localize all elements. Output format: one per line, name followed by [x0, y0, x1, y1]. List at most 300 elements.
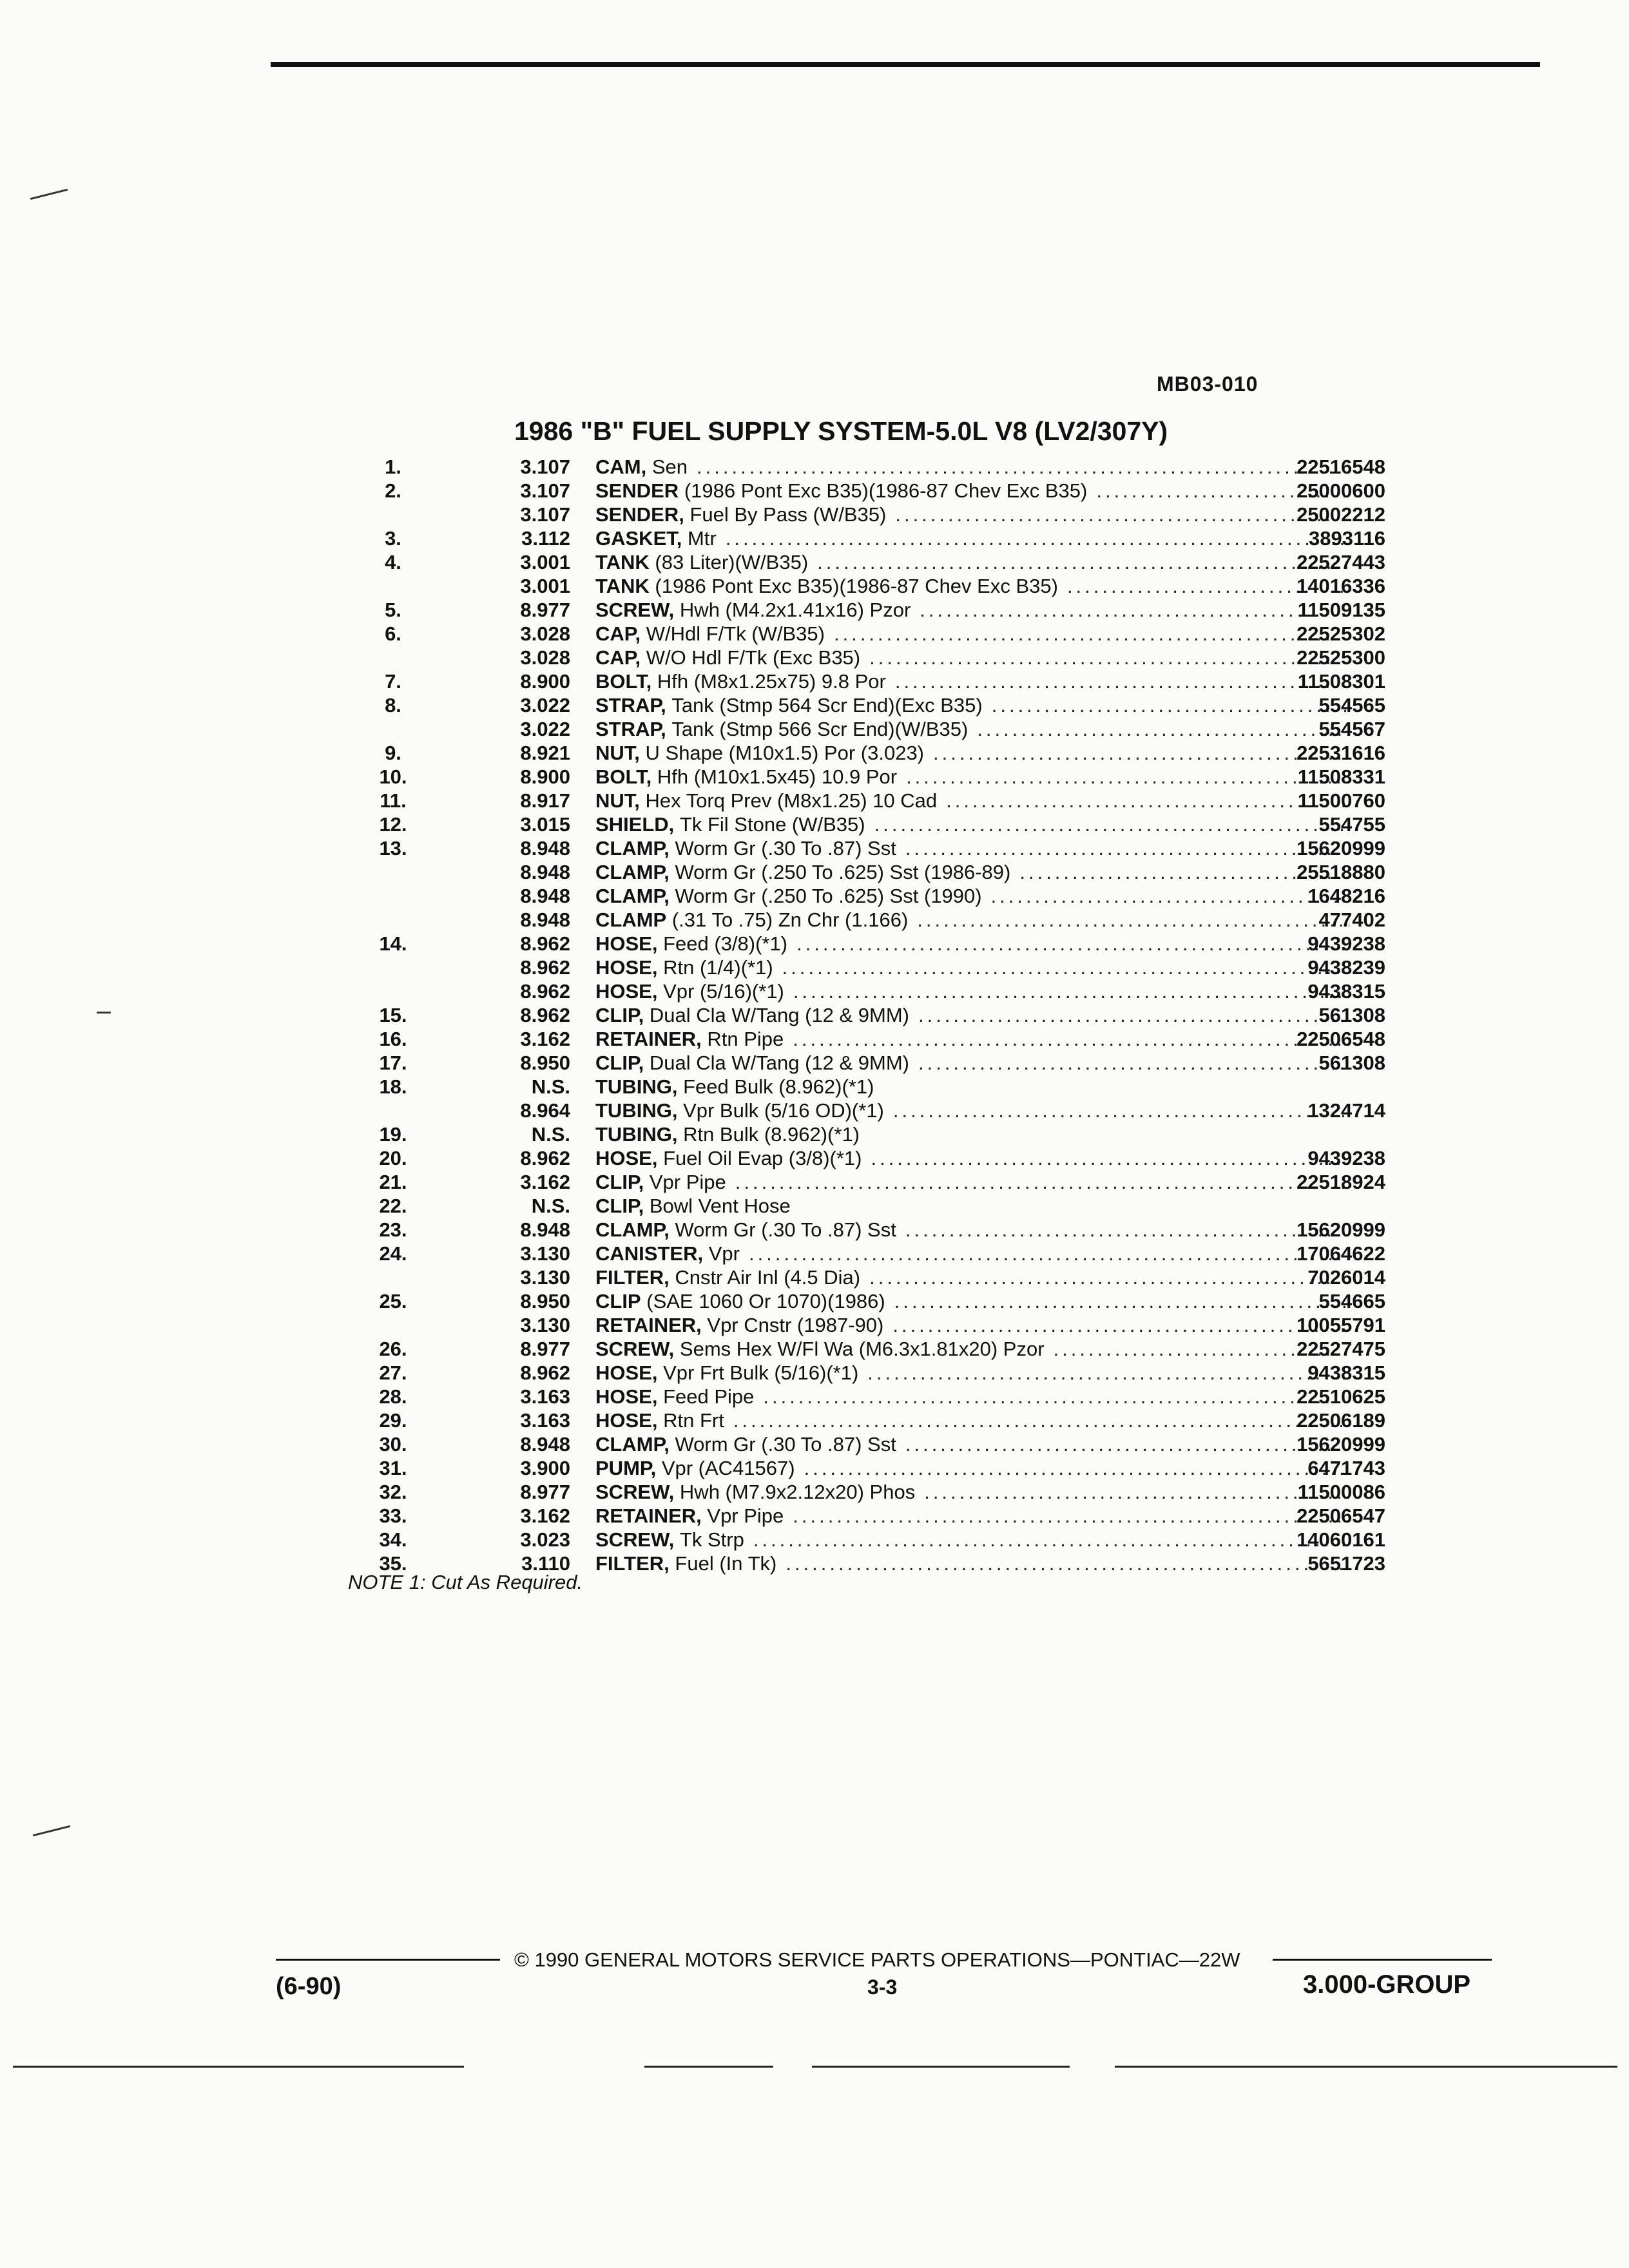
- part-description: [595, 1432, 1356, 1456]
- part-name: STRAP,: [595, 718, 666, 740]
- part-detail: Vpr: [708, 1242, 740, 1265]
- part-detail: Rtn Pipe: [707, 1028, 784, 1050]
- part-number: 554567: [1318, 718, 1385, 740]
- part-row: [361, 1385, 1385, 1408]
- part-row: [361, 1361, 1385, 1385]
- group-number: 3.130: [520, 1242, 570, 1265]
- part-number: 22516548: [1296, 456, 1385, 478]
- part-name: CLIP,: [595, 1052, 644, 1074]
- group-number: 8.964: [520, 1099, 570, 1122]
- part-row: [361, 884, 1385, 908]
- part-description: [595, 646, 1356, 669]
- part-description: [595, 455, 1356, 479]
- part-row: [361, 1027, 1385, 1051]
- part-description: [595, 526, 1356, 550]
- part-description: [595, 884, 1356, 908]
- part-name: TUBING,: [595, 1099, 678, 1122]
- part-number: 9438239: [1307, 956, 1385, 979]
- part-row: [361, 979, 1385, 1003]
- part-name: SCREW,: [595, 1338, 675, 1360]
- part-description: [595, 693, 1356, 717]
- part-detail: Sen: [651, 456, 688, 478]
- item-number: 7.: [385, 670, 401, 693]
- part-description: [595, 479, 1356, 503]
- group-number: 3.162: [520, 1028, 570, 1050]
- part-description: [595, 1170, 1356, 1194]
- part-name: CLAMP,: [595, 861, 670, 883]
- part-number: 22525300: [1296, 646, 1385, 669]
- item-number: 30.: [379, 1433, 407, 1456]
- part-description: [595, 1218, 1356, 1242]
- part-description: [595, 598, 1356, 622]
- part-row: [361, 503, 1385, 526]
- part-detail: (.31 To .75) Zn Chr (1.166): [671, 908, 909, 931]
- part-detail: Rtn (1/4)(*1): [663, 956, 773, 979]
- part-row: [361, 1528, 1385, 1552]
- part-detail: Rtn Bulk (8.962)(*1): [683, 1123, 860, 1146]
- group-number: 8.950: [520, 1052, 570, 1074]
- part-detail: Worm Gr (.250 To .625) Sst (1990): [675, 885, 982, 907]
- item-number: 15.: [379, 1004, 407, 1026]
- part-row: [361, 908, 1385, 932]
- part-row: [361, 765, 1385, 789]
- part-row: [361, 1242, 1385, 1265]
- part-number: 22506547: [1296, 1504, 1385, 1527]
- item-number: 25.: [379, 1290, 407, 1312]
- item-number: 14.: [379, 932, 407, 955]
- part-row: [361, 1194, 1385, 1218]
- part-description: [595, 836, 1356, 860]
- part-description: [595, 812, 1356, 836]
- part-number: 561308: [1318, 1052, 1385, 1074]
- item-number: 22.: [379, 1195, 407, 1217]
- group-number: N.S.: [531, 1075, 570, 1098]
- part-description: [595, 550, 1356, 574]
- part-detail: Sems Hex W/Fl Wa (M6.3x1.81x20) Pzor: [679, 1338, 1045, 1360]
- part-description: [595, 1528, 1356, 1552]
- part-name: CANISTER,: [595, 1242, 704, 1265]
- part-description: [595, 669, 1356, 693]
- part-description: [595, 1242, 1356, 1265]
- part-name: BOLT,: [595, 765, 652, 788]
- group-number: 8.900: [520, 765, 570, 788]
- part-detail: Fuel (In Tk): [675, 1552, 777, 1575]
- part-row: [361, 1146, 1385, 1170]
- part-name: CAP,: [595, 646, 641, 669]
- part-row: [361, 1432, 1385, 1456]
- group-number: 8.948: [520, 908, 570, 931]
- footer-copyright: © 1990 GENERAL MOTORS SERVICE PARTS OPERATIONS—PONTIAC—22W: [514, 1948, 1240, 1971]
- footnote: NOTE 1: Cut As Required.: [348, 1571, 583, 1593]
- part-number: 15620999: [1296, 1218, 1385, 1241]
- top-rule: [271, 62, 1540, 67]
- part-detail: Fuel By Pass (W/B35): [689, 503, 887, 526]
- part-row: [361, 1099, 1385, 1122]
- group-number: 3.022: [520, 718, 570, 740]
- part-name: NUT,: [595, 789, 640, 812]
- page-title: 1986 "B" FUEL SUPPLY SYSTEM-5.0L V8 (LV2/307Y): [514, 416, 1168, 446]
- item-number: 35.: [379, 1552, 407, 1575]
- part-number: 9439238: [1307, 1147, 1385, 1169]
- part-number: 11500086: [1297, 1481, 1385, 1503]
- part-name: HOSE,: [595, 1147, 658, 1169]
- part-row: [361, 860, 1385, 884]
- footer-group: 3.000-GROUP: [1303, 1970, 1471, 1999]
- group-number: 3.107: [520, 456, 570, 478]
- group-number: 3.900: [520, 1457, 570, 1479]
- part-row: [361, 1337, 1385, 1361]
- part-number: 11508331: [1297, 765, 1385, 788]
- part-detail: Feed Bulk (8.962)(*1): [683, 1075, 874, 1098]
- part-detail: Vpr Frt Bulk (5/16)(*1): [663, 1361, 859, 1384]
- part-description: [595, 1337, 1356, 1361]
- group-number: 3.107: [520, 479, 570, 502]
- item-number: 10.: [379, 765, 407, 788]
- part-number: 11500760: [1297, 789, 1385, 812]
- part-name: RETAINER,: [595, 1504, 702, 1527]
- part-detail: Vpr Pipe: [707, 1504, 784, 1527]
- part-name: SCREW,: [595, 1481, 675, 1503]
- group-number: 3.015: [520, 813, 570, 836]
- part-number: 15620999: [1296, 1433, 1385, 1456]
- group-number: 8.900: [520, 670, 570, 693]
- item-number: 2.: [385, 479, 401, 502]
- part-detail: Feed (3/8)(*1): [663, 932, 788, 955]
- part-description: [595, 1361, 1356, 1385]
- group-number: 3.162: [520, 1504, 570, 1527]
- group-number: 8.962: [520, 1361, 570, 1384]
- part-number: 7026014: [1307, 1266, 1385, 1289]
- part-description: [595, 1099, 1356, 1122]
- item-number: 4.: [385, 551, 401, 573]
- part-description: [595, 503, 1356, 526]
- parts-list: [361, 455, 1385, 1575]
- part-name: CLAMP,: [595, 1433, 670, 1456]
- part-number: 11509135: [1297, 599, 1385, 621]
- part-detail: (1986 Pont Exc B35)(1986-87 Chev Exc B35): [655, 575, 1058, 597]
- part-number: 25518880: [1296, 861, 1385, 883]
- part-name: GASKET,: [595, 527, 682, 550]
- group-number: 3.163: [520, 1385, 570, 1408]
- item-number: 18.: [379, 1075, 407, 1098]
- part-number: 1648216: [1307, 885, 1385, 907]
- group-number: 8.977: [520, 1481, 570, 1503]
- part-number: 17064622: [1296, 1242, 1385, 1265]
- item-number: 13.: [379, 837, 407, 860]
- part-description: [595, 1003, 1356, 1027]
- part-number: 6471743: [1307, 1457, 1385, 1479]
- part-description: [595, 1313, 1356, 1337]
- item-number: 33.: [379, 1504, 407, 1527]
- part-row: [361, 1122, 1385, 1146]
- scan-mark-2: [33, 1825, 71, 1836]
- part-name: CLAMP,: [595, 837, 670, 860]
- group-number: 8.950: [520, 1290, 570, 1312]
- bottom-rule-1: [13, 2066, 464, 2068]
- part-row: [361, 717, 1385, 741]
- scan-mark-1: [30, 189, 68, 200]
- document-code: MB03-010: [1157, 372, 1258, 396]
- group-number: 8.962: [520, 932, 570, 955]
- item-number: 8.: [385, 694, 401, 716]
- part-number: 22527475: [1296, 1338, 1385, 1360]
- part-name: CLAMP,: [595, 1218, 670, 1241]
- part-row: [361, 836, 1385, 860]
- part-detail: Vpr Cnstr (1987-90): [707, 1314, 884, 1336]
- item-number: 11.: [380, 789, 407, 812]
- item-number: 21.: [379, 1171, 407, 1193]
- part-name: SHIELD,: [595, 813, 675, 836]
- part-row: [361, 455, 1385, 479]
- part-name: TANK: [595, 575, 650, 597]
- group-number: 3.163: [520, 1409, 570, 1432]
- part-name: HOSE,: [595, 1409, 658, 1432]
- item-number: 32.: [379, 1481, 407, 1503]
- part-number: 25002212: [1296, 503, 1385, 526]
- group-number: 8.962: [520, 1147, 570, 1169]
- part-description: [595, 1385, 1356, 1408]
- part-number: 561308: [1318, 1004, 1385, 1026]
- part-row: [361, 1504, 1385, 1528]
- part-name: CLAMP,: [595, 885, 670, 907]
- item-number: 24.: [379, 1242, 407, 1265]
- group-number: 3.028: [520, 622, 570, 645]
- part-name: SENDER: [595, 479, 679, 502]
- group-number: 8.977: [520, 1338, 570, 1360]
- part-row: [361, 526, 1385, 550]
- part-description: [595, 1504, 1356, 1528]
- part-detail: Worm Gr (.30 To .87) Sst: [675, 1433, 896, 1456]
- part-description: [595, 1408, 1356, 1432]
- group-number: 3.112: [521, 527, 570, 550]
- group-number: 8.917: [520, 789, 570, 812]
- part-detail: Dual Cla W/Tang (12 & 9MM): [649, 1052, 909, 1074]
- part-description: [595, 1075, 1356, 1099]
- part-name: FILTER,: [595, 1266, 670, 1289]
- group-number: 3.107: [520, 503, 570, 526]
- group-number: 3.110: [521, 1552, 570, 1575]
- part-description: [595, 1552, 1356, 1575]
- part-number: 25000600: [1296, 479, 1385, 502]
- group-number: 3.130: [520, 1314, 570, 1336]
- part-name: RETAINER,: [595, 1314, 702, 1336]
- part-number: 477402: [1318, 908, 1385, 931]
- part-row: [361, 1051, 1385, 1075]
- part-description: [595, 956, 1356, 979]
- item-number: 16.: [379, 1028, 407, 1050]
- part-name: HOSE,: [595, 1361, 658, 1384]
- part-row: [361, 693, 1385, 717]
- part-name: SCREW,: [595, 599, 675, 621]
- part-row: [361, 669, 1385, 693]
- part-detail: Tk Fil Stone (W/B35): [679, 813, 865, 836]
- item-number: 6.: [385, 622, 401, 645]
- part-detail: Feed Pipe: [663, 1385, 755, 1408]
- part-name: CAP,: [595, 622, 641, 645]
- part-description: [595, 860, 1356, 884]
- part-row: [361, 1075, 1385, 1099]
- part-detail: Hex Torq Prev (M8x1.25) 10 Cad: [645, 789, 938, 812]
- part-detail: Mtr: [687, 527, 717, 550]
- part-description: [595, 717, 1356, 741]
- part-number: 9438315: [1307, 980, 1385, 1003]
- part-row: [361, 1003, 1385, 1027]
- part-detail: Vpr (AC41567): [661, 1457, 795, 1479]
- item-number: 9.: [385, 742, 401, 764]
- part-number: 22510625: [1296, 1385, 1385, 1408]
- group-number: 3.023: [520, 1528, 570, 1551]
- part-description: [595, 932, 1356, 956]
- item-number: 27.: [379, 1361, 407, 1384]
- item-number: 20.: [379, 1147, 407, 1169]
- part-row: [361, 550, 1385, 574]
- part-detail: Vpr (5/16)(*1): [663, 980, 784, 1003]
- part-description: [595, 741, 1356, 765]
- part-row: [361, 932, 1385, 956]
- group-number: 8.962: [520, 1004, 570, 1026]
- part-number: 22525302: [1296, 622, 1385, 645]
- part-name: CAM,: [595, 456, 647, 478]
- part-row: [361, 1218, 1385, 1242]
- part-number: 22506189: [1296, 1409, 1385, 1432]
- part-number: 554665: [1318, 1290, 1385, 1312]
- part-detail: Tank (Stmp 566 Scr End)(W/B35): [671, 718, 969, 740]
- part-detail: Hfh (M8x1.25x75) 9.8 Por: [657, 670, 886, 693]
- part-number: 5651723: [1307, 1552, 1385, 1575]
- item-number: 17.: [379, 1052, 407, 1074]
- part-number: 14060161: [1296, 1528, 1385, 1551]
- part-detail: Worm Gr (.30 To .87) Sst: [675, 1218, 896, 1241]
- part-row: [361, 741, 1385, 765]
- group-number: 3.022: [520, 694, 570, 716]
- part-detail: Tk Strp: [679, 1528, 744, 1551]
- group-number: 3.130: [520, 1266, 570, 1289]
- bottom-rule-2: [644, 2066, 773, 2068]
- part-row: [361, 812, 1385, 836]
- part-name: HOSE,: [595, 932, 658, 955]
- part-name: HOSE,: [595, 956, 658, 979]
- part-detail: Hfh (M10x1.5x45) 10.9 Por: [657, 765, 898, 788]
- item-number: 31.: [379, 1457, 407, 1479]
- part-number: 22527443: [1296, 551, 1385, 573]
- part-detail: W/O Hdl F/Tk (Exc B35): [646, 646, 861, 669]
- group-number: 8.977: [520, 599, 570, 621]
- group-number: 8.948: [520, 1218, 570, 1241]
- part-name: TUBING,: [595, 1123, 678, 1146]
- part-row: [361, 1289, 1385, 1313]
- item-number: 28.: [379, 1385, 407, 1408]
- footer-rule-right: [1273, 1959, 1492, 1961]
- part-detail: W/Hdl F/Tk (W/B35): [646, 622, 825, 645]
- part-number: 14016336: [1296, 575, 1385, 597]
- part-name: SCREW,: [595, 1528, 675, 1551]
- part-row: [361, 1170, 1385, 1194]
- part-description: [595, 574, 1356, 598]
- group-number: N.S.: [531, 1123, 570, 1146]
- part-row: [361, 1408, 1385, 1432]
- part-number: 3893116: [1309, 527, 1385, 550]
- part-description: [595, 1051, 1356, 1075]
- part-row: [361, 789, 1385, 812]
- scan-mark-3: [97, 1012, 111, 1014]
- group-number: 8.962: [520, 956, 570, 979]
- item-number: 12.: [379, 813, 407, 836]
- part-number: 9439238: [1307, 932, 1385, 955]
- part-name: CLIP,: [595, 1195, 644, 1217]
- part-name: BOLT,: [595, 670, 652, 693]
- part-detail: Worm Gr (.30 To .87) Sst: [675, 837, 896, 860]
- part-row: [361, 1480, 1385, 1504]
- item-number: 19.: [379, 1123, 407, 1146]
- item-number: 1.: [385, 456, 401, 478]
- part-number: 554565: [1318, 694, 1385, 716]
- part-number: 554755: [1318, 813, 1385, 836]
- part-name: SENDER,: [595, 503, 684, 526]
- part-description: [595, 1289, 1356, 1313]
- part-description: [595, 1265, 1356, 1289]
- part-description: [595, 979, 1356, 1003]
- part-description: [595, 1146, 1356, 1170]
- part-name: CLAMP: [595, 908, 667, 931]
- part-name: FILTER,: [595, 1552, 670, 1575]
- part-description: [595, 1194, 1356, 1218]
- part-detail: (SAE 1060 Or 1070)(1986): [646, 1290, 885, 1312]
- group-number: 3.001: [520, 575, 570, 597]
- part-row: [361, 1265, 1385, 1289]
- part-name: STRAP,: [595, 694, 666, 716]
- part-detail: Bowl Vent Hose: [649, 1195, 791, 1217]
- part-row: [361, 956, 1385, 979]
- part-detail: Hwh (M7.9x2.12x20) Phos: [679, 1481, 916, 1503]
- part-row: [361, 622, 1385, 646]
- footer-date: (6-90): [276, 1973, 342, 2000]
- part-detail: Hwh (M4.2x1.41x16) Pzor: [679, 599, 911, 621]
- part-detail: Dual Cla W/Tang (12 & 9MM): [649, 1004, 909, 1026]
- part-detail: Rtn Frt: [663, 1409, 724, 1432]
- part-name: HOSE,: [595, 1385, 658, 1408]
- part-name: PUMP,: [595, 1457, 657, 1479]
- item-number: 29.: [379, 1409, 407, 1432]
- part-number: 10055791: [1296, 1314, 1385, 1336]
- part-row: [361, 1456, 1385, 1480]
- part-detail: Fuel Oil Evap (3/8)(*1): [663, 1147, 862, 1169]
- item-number: 23.: [379, 1218, 407, 1241]
- group-number: 3.162: [520, 1171, 570, 1193]
- part-description: [595, 1027, 1356, 1051]
- part-number: 9438315: [1307, 1361, 1385, 1384]
- part-description: [595, 1122, 1356, 1146]
- group-number: 8.948: [520, 861, 570, 883]
- part-name: CLIP,: [595, 1171, 644, 1193]
- part-description: [595, 1480, 1356, 1504]
- part-name: NUT,: [595, 742, 640, 764]
- item-number: 3.: [385, 527, 401, 550]
- part-detail: Cnstr Air Inl (4.5 Dia): [675, 1266, 861, 1289]
- part-number: 15620999: [1296, 837, 1385, 860]
- item-number: 26.: [379, 1338, 407, 1360]
- group-number: 8.962: [520, 980, 570, 1003]
- bottom-rule-4: [1115, 2066, 1617, 2068]
- bottom-rule-3: [812, 2066, 1070, 2068]
- part-name: HOSE,: [595, 980, 658, 1003]
- part-name: TUBING,: [595, 1075, 678, 1098]
- part-description: [595, 765, 1356, 789]
- part-row: [361, 598, 1385, 622]
- part-name: RETAINER,: [595, 1028, 702, 1050]
- group-number: N.S.: [531, 1195, 570, 1217]
- part-name: CLIP,: [595, 1004, 644, 1026]
- footer-rule-left: [276, 1959, 500, 1961]
